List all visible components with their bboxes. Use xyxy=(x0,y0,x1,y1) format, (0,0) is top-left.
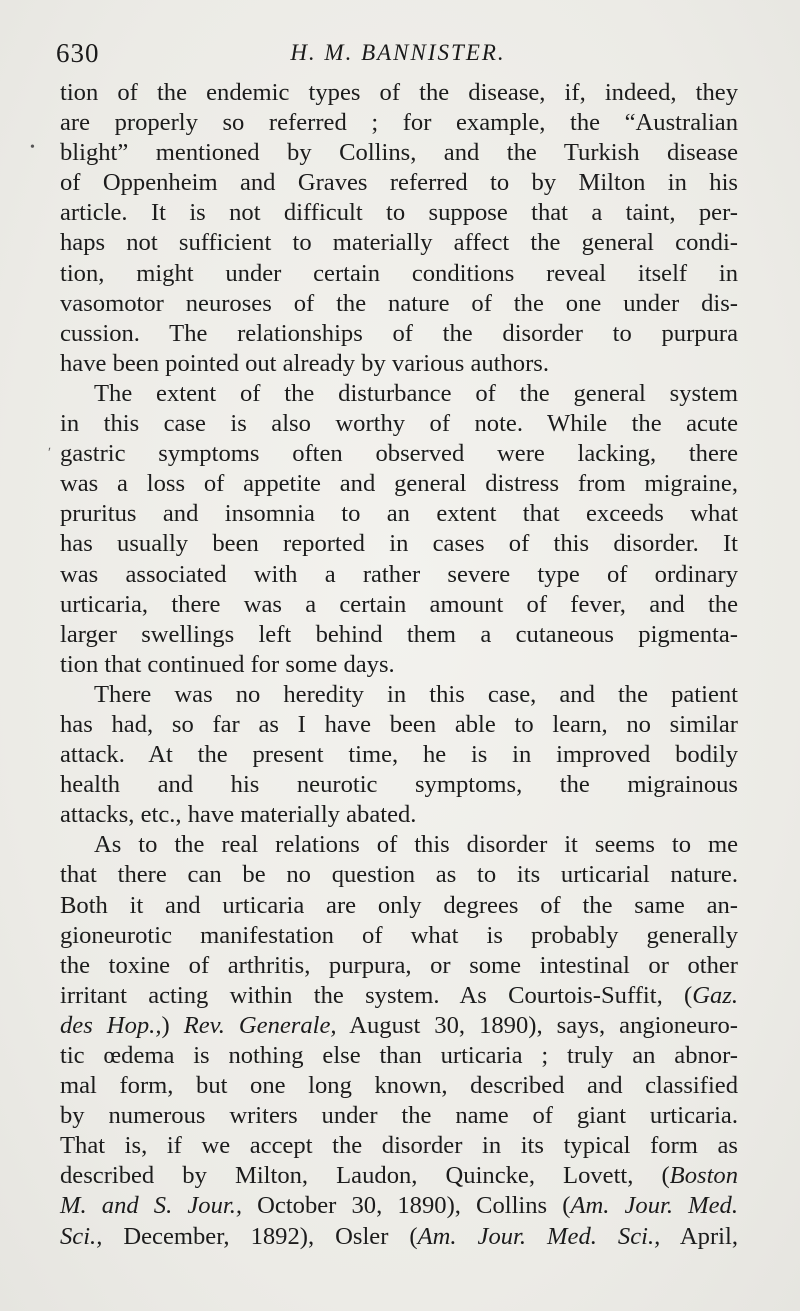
text-line: health and his neurotic symptoms, the migrainous xyxy=(60,771,738,799)
citation-italic: Am. Jour. Med. Sci., xyxy=(417,1222,661,1250)
margin-dot-mark: • xyxy=(30,140,35,155)
text-line: in this case is also worthy of note. While the acute xyxy=(60,410,738,438)
text-line: of Oppenheim and Graves referred to by Milton in his xyxy=(60,169,738,197)
text-segment: described by Milton, Laudon, Quincke, Lovett, ( xyxy=(60,1162,670,1190)
text-line: Both it and urticaria are only degrees of the same an- xyxy=(60,891,738,919)
text-line: has usually been reported in cases of this disorder. It xyxy=(60,530,738,558)
text-segment: October 30, 1890), Collins ( xyxy=(242,1192,571,1220)
text-line: have been pointed out already by various authors. xyxy=(60,349,549,377)
citation-italic: des Hop., xyxy=(60,1011,162,1039)
text-segment: ) xyxy=(161,1011,184,1039)
text-line: tic œdema is nothing else than urticaria ; truly an abnor- xyxy=(60,1042,738,1069)
margin-tick-mark: ʹ xyxy=(48,446,52,461)
text-line: attacks, etc., have materially abated. xyxy=(60,801,417,829)
text-line: are properly so referred ; for example, the “Australian xyxy=(60,109,738,137)
text-line: urticaria, there was a certain amount of fever, and the xyxy=(60,590,738,618)
text-line: that there can be no question as to its urticarial nature. xyxy=(60,861,738,889)
text-line: the toxine of arthritis, purpura, or some intestinal or other xyxy=(60,951,738,979)
text-line: tion of the endemic types of the disease, if, indeed, they xyxy=(60,79,738,106)
text-line-with-citation xyxy=(60,981,738,1011)
text-segment: August 30, 1890), says, angioneuro- xyxy=(336,1011,738,1039)
running-head: H. M. BANNISTER. xyxy=(290,40,506,65)
text-line: was a loss of appetite and general distress from migraine, xyxy=(60,470,738,498)
paragraph-start-line: The extent of the disturbance of the general system xyxy=(94,379,738,407)
text-segment: December, 1892), Osler ( xyxy=(102,1222,418,1250)
citation-italic: Gaz. xyxy=(692,981,738,1009)
text-line: was associated with a rather severe type of ordinary xyxy=(60,560,738,588)
text-line: mal form, but one long known, described and classified xyxy=(60,1072,738,1100)
body-text xyxy=(60,78,738,1252)
text-line: has had, so far as I have been able to learn, no similar xyxy=(60,710,738,738)
text-line: blight” mentioned by Collins, and the Turkish disease xyxy=(60,139,738,167)
citation-italic: Boston xyxy=(669,1162,738,1190)
text-line: That is, if we accept the disorder in its typical form as xyxy=(60,1132,738,1160)
citation-italic: M. and S. Jour., xyxy=(60,1192,243,1220)
text-line: gastric symptoms often observed were lacking, there xyxy=(60,440,738,468)
citation-italic: Sci., xyxy=(60,1222,103,1250)
text-line: gioneurotic manifestation of what is probably generally xyxy=(60,921,738,949)
paragraph-start-line: As to the real relations of this disorder it seems to me xyxy=(94,831,738,859)
paragraph-start-line: There was no heredity in this case, and the patient xyxy=(94,680,738,708)
text-line: larger swellings left behind them a cutaneous pigmenta- xyxy=(60,620,738,648)
page-number: 630 xyxy=(56,38,100,68)
text-line: by numerous writers under the name of giant urticaria. xyxy=(60,1102,738,1130)
text-line: haps not sufficient to materially affect the general condi- xyxy=(60,229,738,257)
text-line: cussion. The relationships of the disorder to purpura xyxy=(60,319,738,347)
citation-italic: Rev. Generale, xyxy=(183,1011,337,1039)
text-line: article. It is not difficult to suppose that a taint, per- xyxy=(60,199,738,227)
text-line-with-citation xyxy=(60,1161,738,1191)
text-line: vasomotor neuroses of the nature of the one under dis- xyxy=(60,289,738,317)
text-line-with-citation xyxy=(60,1011,738,1041)
text-line: attack. At the present time, he is in improved bodily xyxy=(60,741,738,769)
page-header xyxy=(56,38,740,74)
text-line: tion that continued for some days. xyxy=(60,650,395,678)
text-line: tion, might under certain conditions reveal itself in xyxy=(60,259,738,287)
text-line-with-citation xyxy=(60,1191,738,1221)
text-line: pruritus and insomnia to an extent that exceeds what xyxy=(60,500,738,528)
text-line-with-citation xyxy=(60,1222,738,1252)
citation-italic: Am. Jour. Med. xyxy=(570,1192,738,1220)
text-segment: irritant acting within the system. As Courtois-Suffit, ( xyxy=(60,981,693,1009)
text-segment: April, xyxy=(660,1222,738,1250)
